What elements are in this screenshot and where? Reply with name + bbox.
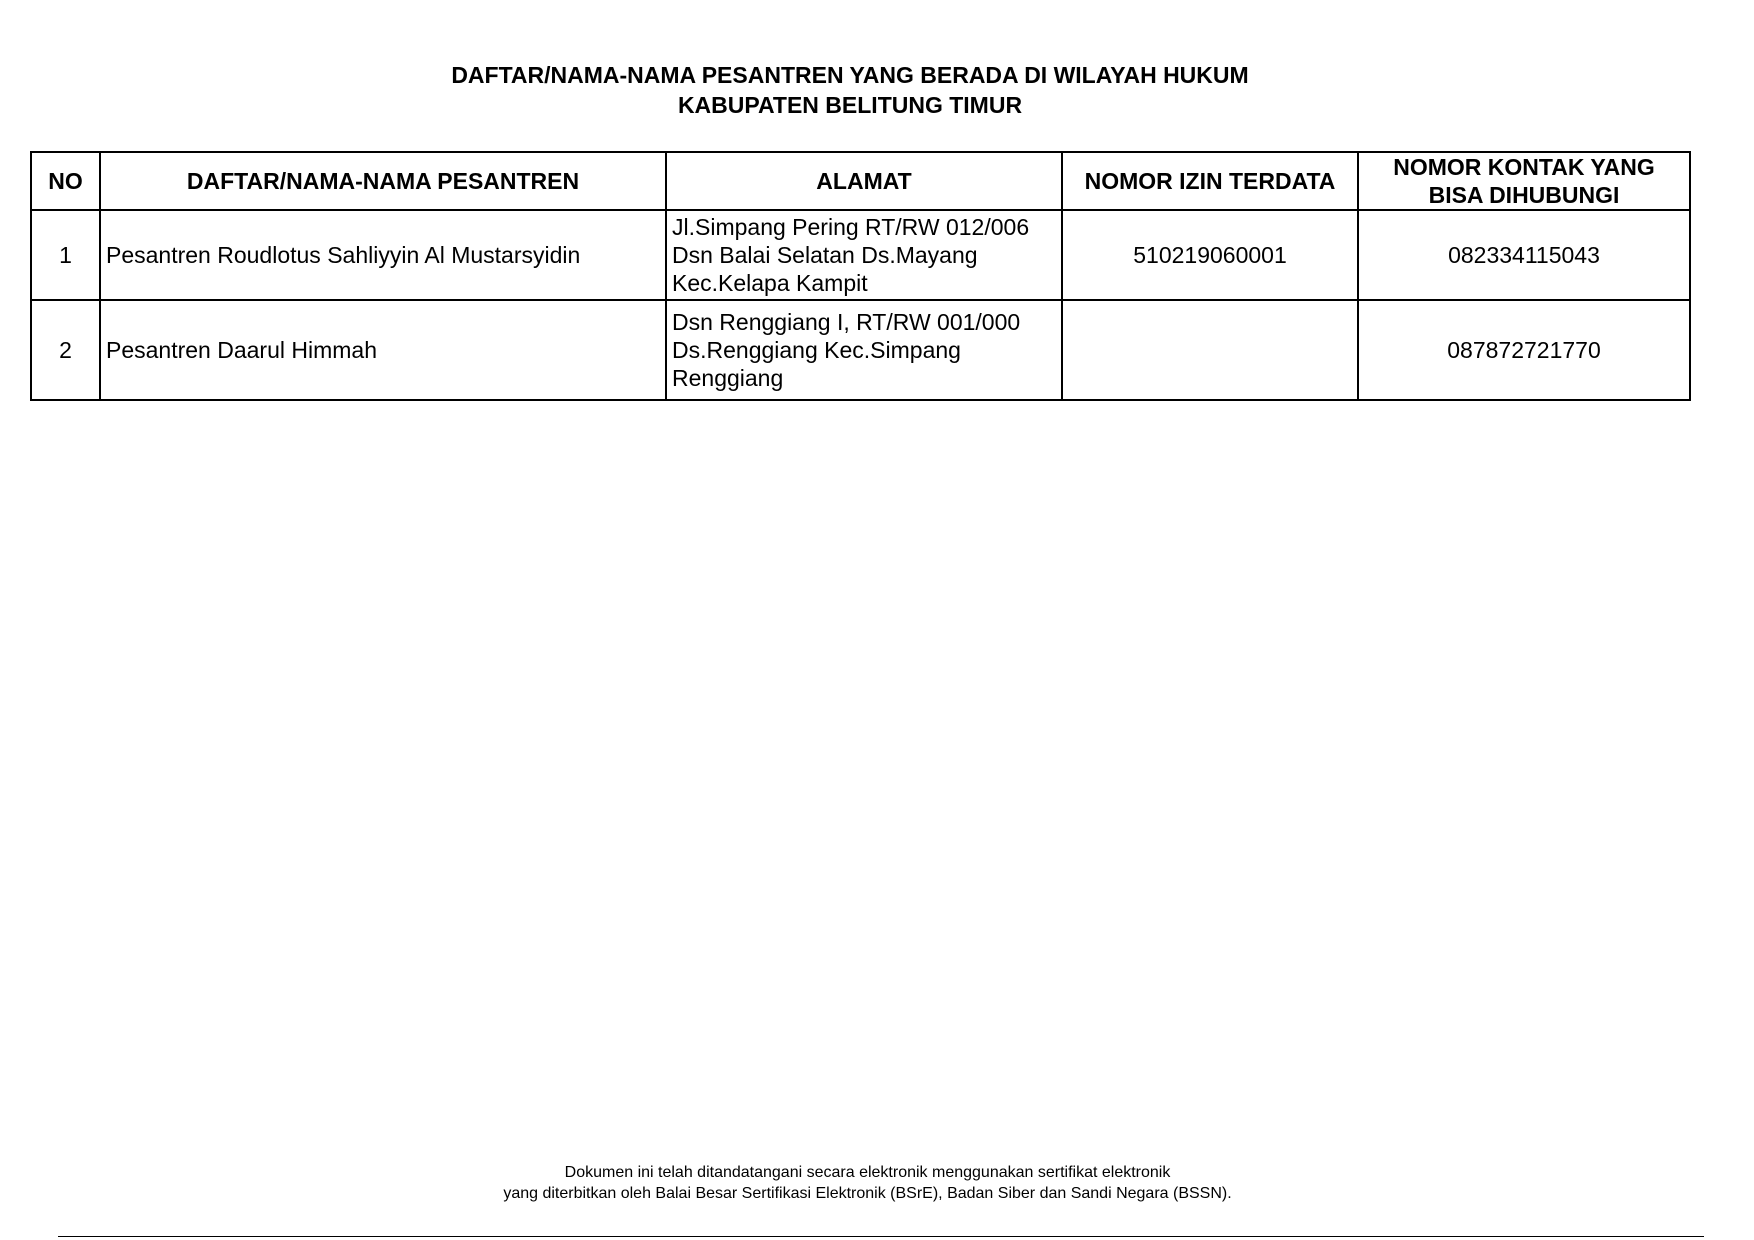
pesantren-table <box>30 151 1691 401</box>
document-title-line-2: KABUPATEN BELITUNG TIMUR <box>677 92 1023 118</box>
cell-izin: 510219060001 <box>1062 210 1358 300</box>
cell-nama: Pesantren Roudlotus Sahliyyin Al Mustarsyidin <box>100 210 666 300</box>
table-row <box>31 210 1690 300</box>
header-kontak: NOMOR KONTAK YANG BISA DIHUBUNGI <box>1358 152 1690 210</box>
document-title-line-1: DAFTAR/NAMA-NAMA PESANTREN YANG BERADA DI WILAYAH HUKUM <box>451 62 1249 88</box>
cell-alamat: Dsn Renggiang I, RT/RW 001/000 Ds.Renggiang Kec.Simpang Renggiang <box>666 300 1062 400</box>
cell-izin <box>1062 300 1358 400</box>
cell-no: 1 <box>31 210 100 300</box>
cell-nama: Pesantren Daarul Himmah <box>100 300 666 400</box>
cell-no: 2 <box>31 300 100 400</box>
header-izin: NOMOR IZIN TERDATA <box>1062 152 1358 210</box>
table-row <box>31 300 1690 400</box>
cell-kontak: 082334115043 <box>1358 210 1690 300</box>
header-no: NO <box>31 152 100 210</box>
signature-notice-line-2: yang diterbitkan oleh Balai Besar Sertifikasi Elektronik (BSrE), Badan Siber dan Sandi Negara (BSSN). <box>503 1185 1232 1202</box>
signature-notice-line-1: Dokumen ini telah ditandatangani secara elektronik menggunakan sertifikat elektronik <box>564 1164 1171 1181</box>
footer-divider <box>58 1236 1704 1237</box>
header-alamat: ALAMAT <box>666 152 1062 210</box>
cell-alamat: Jl.Simpang Pering RT/RW 012/006 Dsn Balai Selatan Ds.Mayang Kec.Kelapa Kampit <box>666 210 1062 300</box>
cell-kontak: 087872721770 <box>1358 300 1690 400</box>
table-header-row <box>31 152 1690 210</box>
header-nama: DAFTAR/NAMA-NAMA PESANTREN <box>100 152 666 210</box>
